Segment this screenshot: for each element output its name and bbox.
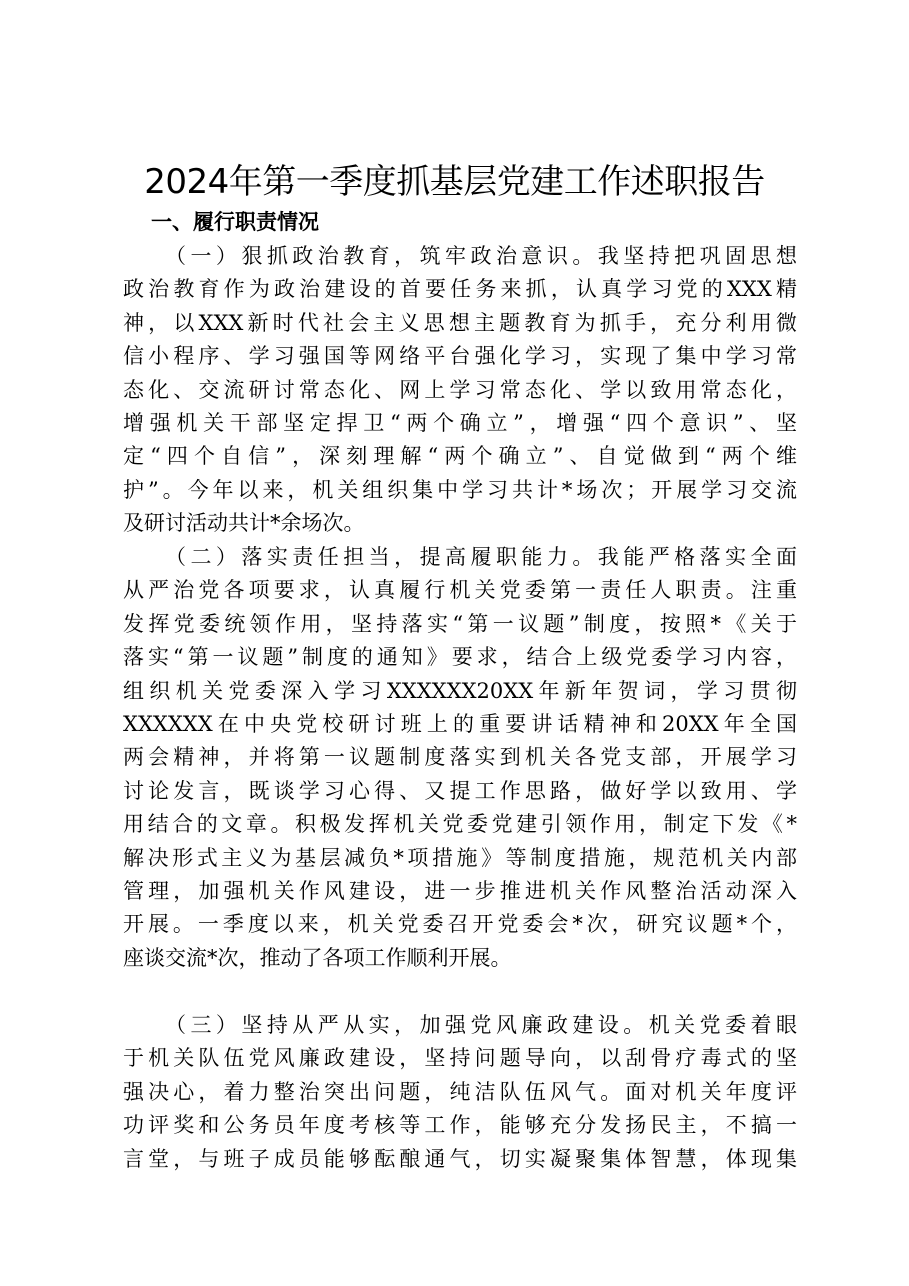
paragraph-line: 于机关队伍党风廉政建设，坚持问题导向，以刮骨疗毒式的坚 (123, 1046, 797, 1071)
paragraph-1 (123, 240, 797, 541)
paragraph-3 (123, 1009, 797, 1176)
paragraph-line: （二）落实责任担当，提高履职能力。我能严格落实全面 (165, 545, 797, 569)
paragraph-line: 政治教育作为政治建设的首要任务来抓，认真学习党的XXX精 (123, 277, 797, 302)
paragraph-line: 座谈交流*次，推动了各项工作顺利开展。 (123, 945, 512, 970)
paragraph-line: （三）坚持从严从实，加强党风廉政建设。机关党委着眼 (165, 1013, 797, 1037)
paragraph-line: 定“四个自信”，深刻理解“两个确立”、自觉做到“两个维 (123, 444, 797, 469)
paragraph-line: 增强机关干部坚定捍卫“两个确立”，增强“四个意识”、坚 (123, 411, 797, 436)
paragraph-line: 发挥党委统领作用，坚持落实“第一议题”制度，按照*《关于 (123, 611, 797, 636)
section-heading: 一、履行职责情况 (151, 210, 319, 234)
paragraph-line: 功评奖和公务员年度考核等工作，能够充分发扬民主，不搞一 (123, 1113, 797, 1138)
paragraph-line: 从严治党各项要求，认真履行机关党委第一责任人职责。注重 (123, 578, 797, 603)
paragraph-line: 用结合的文章。积极发挥机关党委党建引领作用，制定下发《* (123, 812, 797, 837)
paragraph-line: 开展。一季度以来，机关党委召开党委会*次，研究议题*个， (123, 912, 797, 937)
paragraph-line: 信小程序、学习强国等网络平台强化学习，实现了集中学习常 (123, 344, 797, 369)
paragraph-2 (123, 541, 797, 975)
paragraph-line: 两会精神，并将第一议题制度落实到机关各党支部，开展学习 (123, 745, 797, 770)
paragraph-line: 及研讨活动共计*余场次。 (123, 511, 365, 536)
paragraph-line: 解决形式主义为基层减负*项措施》等制度措施，规范机关内部 (123, 845, 797, 870)
paragraph-line: 神，以XXX新时代社会主义思想主题教育为抓手，充分利用微 (123, 310, 797, 335)
paragraph-line: 护”。今年以来，机关组织集中学习共计*场次；开展学习交流 (123, 477, 797, 502)
paragraph-line: 态化、交流研讨常态化、网上学习常态化、学以致用常态化， (123, 377, 797, 402)
paragraph-line: XXXXXX在中央党校研讨班上的重要讲话精神和20XX年全国 (123, 712, 797, 737)
paragraph-line: 强决心，着力整治突出问题，纯洁队伍风气。面对机关年度评 (123, 1079, 797, 1104)
paragraph-line: 讨论发言，既谈学习心得、又提工作思路，做好学以致用、学 (123, 778, 797, 803)
document-title: 2024年第一季度抓基层党建工作述职报告 (144, 162, 765, 202)
paragraph-line: 落实“第一议题”制度的通知》要求，结合上级党委学习内容， (123, 645, 797, 670)
paragraph-line: 言堂，与班子成员能够酝酿通气，切实凝聚集体智慧，体现集 (123, 1146, 797, 1171)
paragraph-line: （一）狠抓政治教育，筑牢政治意识。我坚持把巩固思想 (165, 244, 797, 268)
paragraph-line: 管理，加强机关作风建设，进一步推进机关作风整治活动深入 (123, 879, 797, 904)
paragraph-line: 组织机关党委深入学习XXXXXX20XX年新年贺词，学习贯彻 (123, 678, 797, 703)
